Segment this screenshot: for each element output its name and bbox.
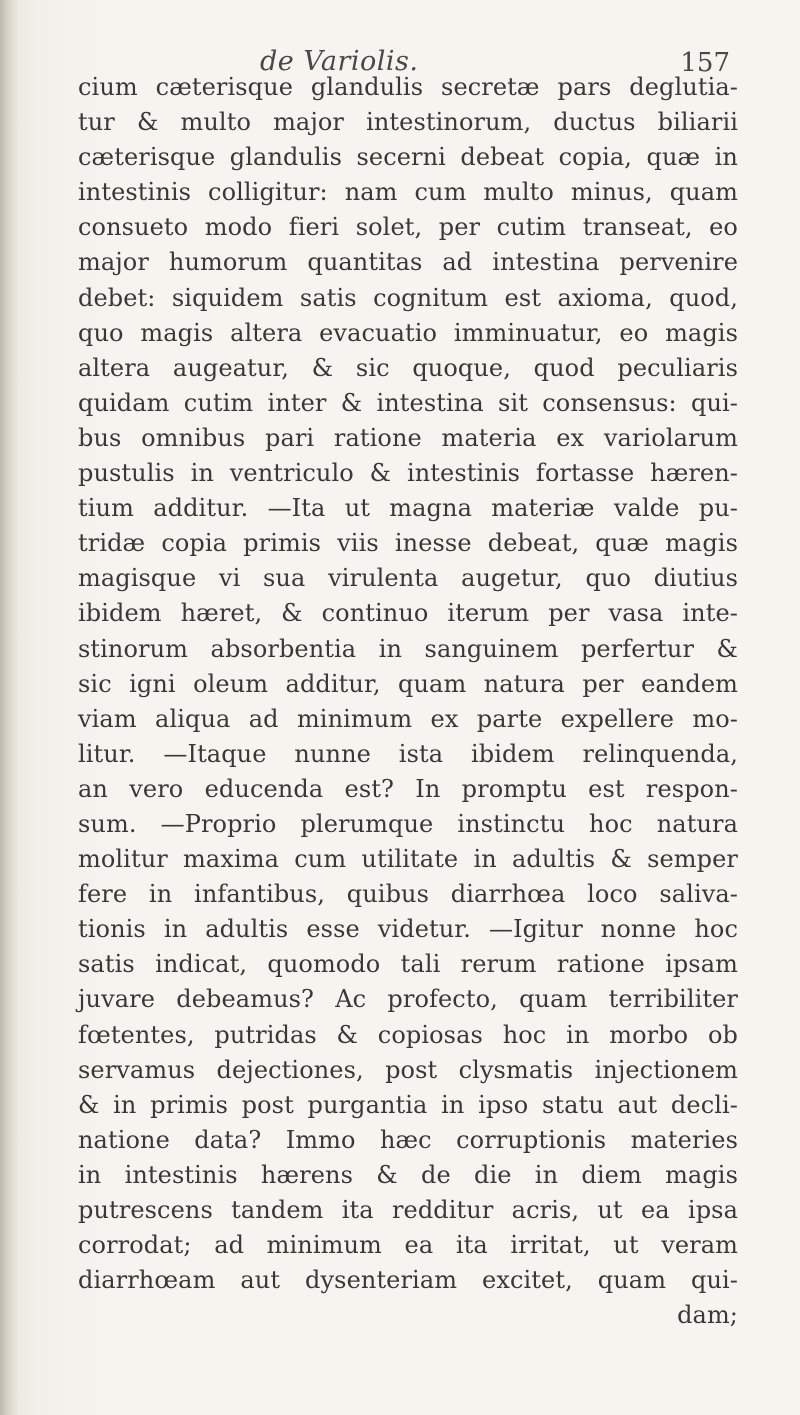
body-text (78, 70, 738, 1333)
text-line: ibidem hæret, & continuo iterum per vasa inte- (78, 599, 738, 628)
text-line: fœtentes, putridas & copiosas hoc in morbo ob (78, 1020, 738, 1049)
text-line: molitur maxima cum utilitate in adultis & semper (78, 845, 738, 874)
text-line: altera augeatur, & sic quoque, quod peculiaris (78, 353, 738, 382)
text-line: cium cæterisque glandulis secretæ pars deglutia- (78, 73, 738, 101)
text-line: debet: siquidem satis cognitum est axioma, quod, (78, 283, 738, 312)
text-line: sic igni oleum additur, quam natura per eandem (78, 669, 738, 698)
text-line: servamus dejectiones, post clysmatis injectionem (78, 1055, 738, 1084)
text-line: corrodat; ad minimum ea ita irritat, ut veram (78, 1231, 738, 1260)
text-line: & in primis post purgantia in ipso statu aut decli- (78, 1090, 738, 1119)
text-line: stinorum absorbentia in sanguinem perfertur & (78, 634, 738, 663)
text-line: tionis in adultis esse videtur. —Igitur nonne hoc (78, 915, 738, 944)
text-line: litur. —Itaque nunne ista ibidem relinquenda, (78, 739, 738, 768)
running-title: de Variolis. (260, 46, 419, 77)
text-line: consueto modo fieri solet, per cutim transeat, eo (78, 213, 738, 242)
text-line: tridæ copia primis viis inesse debeat, quæ magis (78, 529, 738, 558)
text-line: tur & multo major intestinorum, ductus biliarii (78, 108, 738, 137)
text-line: satis indicat, quomodo tali rerum ratione ipsam (78, 950, 738, 979)
text-line: bus omnibus pari ratione materia ex variolarum (78, 423, 738, 452)
text-line: intestinis colligitur: nam cum multo minus, quam (78, 178, 738, 207)
text-line: pustulis in ventriculo & intestinis fortasse hæren- (78, 459, 738, 488)
text-line: quidam cutim inter & intestina sit consensus: qui- (78, 388, 738, 417)
text-line: quo magis altera evacuatio imminuatur, eo magis (78, 318, 738, 347)
catchword: dam; (677, 1301, 738, 1330)
text-line: in intestinis hærens & de die in diem magis (78, 1160, 738, 1189)
text-line: diarrhœam aut dysenteriam excitet, quam qui- (78, 1266, 738, 1295)
text-line: an vero educenda est? In promptu est respon- (78, 774, 738, 803)
text-line: natione data? Immo hæc corruptionis materies (78, 1125, 738, 1154)
text-line: cæterisque glandulis secerni debeat copia, quæ in (78, 143, 738, 172)
text-line: putrescens tandem ita redditur acris, ut ea ipsa (78, 1196, 738, 1224)
page-gutter (0, 0, 18, 1415)
text-line: fere in infantibus, quibus diarrhœa loco saliva- (78, 880, 738, 909)
text-line: major humorum quantitas ad intestina pervenire (78, 248, 738, 277)
text-line: viam aliqua ad minimum ex parte expellere mo- (78, 704, 738, 733)
text-line: sum. —Proprio plerumque instinctu hoc natura (78, 809, 738, 838)
page-number: 157 (680, 48, 730, 78)
text-line: magisque vi sua virulenta augetur, quo diutius (78, 564, 738, 593)
text-line: tium additur. —Ita ut magna materiæ valde pu- (78, 494, 738, 523)
text-line: juvare debeamus? Ac profecto, quam terribiliter (78, 985, 738, 1014)
